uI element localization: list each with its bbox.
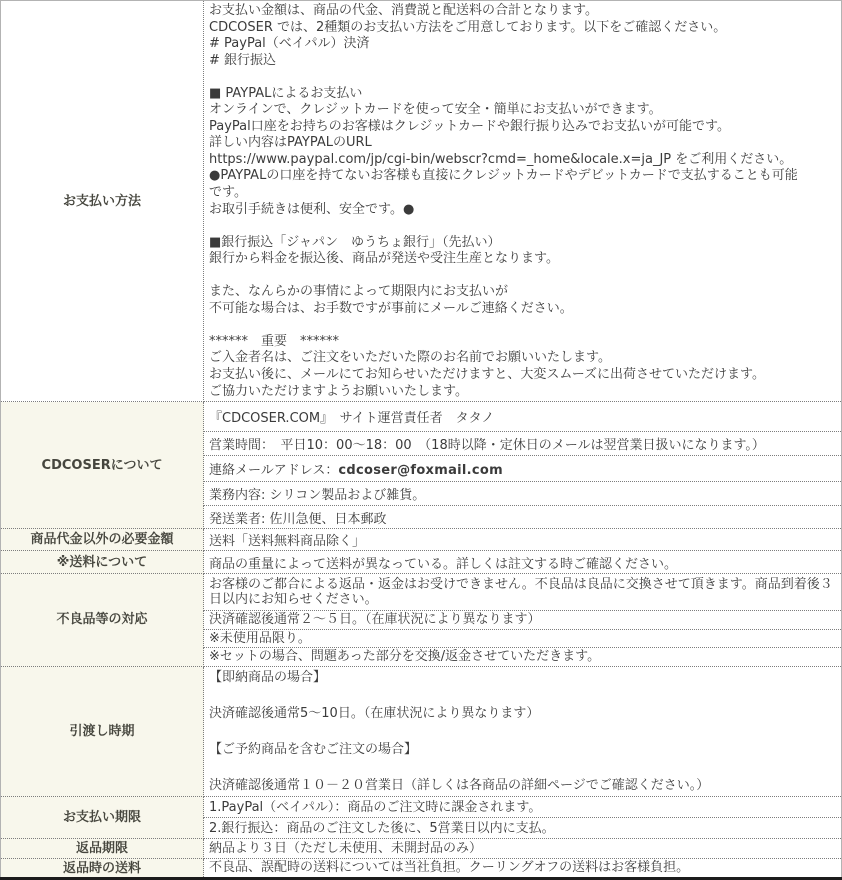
about-business-description: 業務内容: シリコン製品および雑貨。 <box>204 482 842 506</box>
about-shipping-carriers: 発送業者: 佐川急便、日本郵政 <box>204 506 842 529</box>
row-label-return-period: 返品期限 <box>1 839 204 859</box>
defective-policy-timing: 決済確認後通常２～５日。（在庫状況により異なります） <box>204 611 842 630</box>
text-line <box>209 69 837 86</box>
text-line: 【即納商品の場合】 <box>209 669 327 685</box>
row-label-payment-deadline: お支払い期限 <box>1 797 204 839</box>
text-line: ■ PAYPALによるお支払い <box>209 85 363 101</box>
row-label-about: CDCOSERについて <box>1 402 204 529</box>
payment-deadline-paypal: 1.PayPal（ベイパル）：商品のご注文時に課金されます。 <box>204 797 842 818</box>
text-line: ●PAYPALの口座を持てないお客様も直接にクレジットカードやデビットカードで支払することも可能 <box>209 168 798 184</box>
row-label-return-shipping: 返品時の送料 <box>1 859 204 879</box>
row-label-payment-method: お支払い方法 <box>1 1 204 402</box>
contact-email-address: cdcoser@foxmail.com <box>338 463 503 479</box>
text-line: CDCOSER では、2種類のお支払い方法をご用意しております。以下をご確認ください。 <box>209 19 727 35</box>
text-line: お支払い金額は、商品の代金、消費説と配送料の合計となります。 <box>209 3 598 18</box>
defective-policy-unused-only: ※未使用品限り。 <box>204 629 842 648</box>
about-site-owner: 『CDCOSER.COM』 サイト運営責任者 タタノ <box>204 402 842 432</box>
payment-method-content <box>204 1 842 402</box>
text-line: ■銀行振込「ジャパン ゆうちょ銀行」（先払い） <box>209 234 501 250</box>
contact-email-prefix: 連絡メールアドレス： <box>209 463 339 479</box>
text-line: # PayPal（ベイパル）決済 <box>209 36 370 52</box>
row-label-defective: 不良品等の対応 <box>1 574 204 667</box>
text-line: 詳しい内容はPAYPALのURL <box>209 135 372 151</box>
text-line: また、なんらかの事情によって期限内にお支払いが <box>209 284 509 300</box>
text-line <box>209 218 837 235</box>
text-line <box>209 723 837 741</box>
shipping-note-content: 商品の重量によって送料が異なっている。詳しくは註文する時ご確認ください。 <box>204 551 842 574</box>
text-line <box>209 759 837 777</box>
text-line: ご協力いただけますようお願いいたします。 <box>209 383 468 399</box>
text-line: https://www.paypal.com/jp/cgi-bin/webscr?cmd=_home&locale.x=ja_JP をご利用ください。 <box>209 151 793 167</box>
text-line: オンラインで、クレジットカードを使って安全・簡単にお支払いができます。 <box>209 102 662 118</box>
text-line: 不可能な場合は、お手数ですが事前にメールご連絡ください。 <box>209 300 573 316</box>
payment-deadline-bank: 2.銀行振込：商品のご注文した後に、5営業日以内に支払。 <box>204 818 842 839</box>
text-line: お取引手続きは便利、安全です。● <box>209 201 415 217</box>
about-business-hours: 営業時間： 平日10：00～18：00 （18時以降・定休日のメールは翌営業日扱いになります。） <box>204 432 842 456</box>
text-line: 【ご予約商品を含むご注文の場合】 <box>209 742 418 757</box>
row-label-shipping-note: ※送料について <box>1 551 204 574</box>
text-line: お支払い後に、メールにてお知らせいただけますと、大変スムーズに出荷させていただけます。 <box>209 367 766 383</box>
about-contact-email-row <box>204 456 842 482</box>
return-shipping-content: 不良品、誤配時の送料については当社負担。クーリングオフの送料はお客様負担。 <box>204 859 842 879</box>
text-line <box>209 687 837 705</box>
text-line: ご入金者名は、ご注文をいただいた際のお名前でお願いいたします。 <box>209 350 611 366</box>
text-line <box>209 317 837 334</box>
row-label-delivery-time: 引渡し時期 <box>1 666 204 797</box>
text-line: 決済確認後通常１０－２０営業日（詳しくは各商品の詳細ページでご確認ください。） <box>209 778 710 794</box>
text-line: # 銀行振込 <box>209 52 277 68</box>
text-line: 銀行から料金を振込後、商品が発送や受注生産となります。 <box>209 251 559 267</box>
defective-policy-set-items: ※セットの場合、問題あった部分を交換/返金させていただきます。 <box>204 648 842 667</box>
text-line <box>209 268 837 285</box>
return-period-content: 納品より３日（ただし未使用、未開封品のみ） <box>204 839 842 859</box>
delivery-time-content <box>204 666 842 797</box>
text-line: 決済確認後通常5～10日。（在庫状況により異なります） <box>209 705 540 721</box>
extra-fee-content: 送料「送料無料商品除く」 <box>204 529 842 551</box>
row-label-extra-fee: 商品代金以外の必要金額 <box>1 529 204 551</box>
text-line: PayPal口座をお持ちのお客様はクレジットカードや銀行振り込みでお支払いが可能です。 <box>209 118 730 134</box>
text-line: ****** 重要 ****** <box>209 333 340 349</box>
text-line: です。 <box>209 185 247 201</box>
defective-policy-returns: お客様のご都合による返品・返金はお受けできません。不良品は良品に交換させて頂きます。商品到着後３日以内にお知らせください。 <box>204 574 842 611</box>
